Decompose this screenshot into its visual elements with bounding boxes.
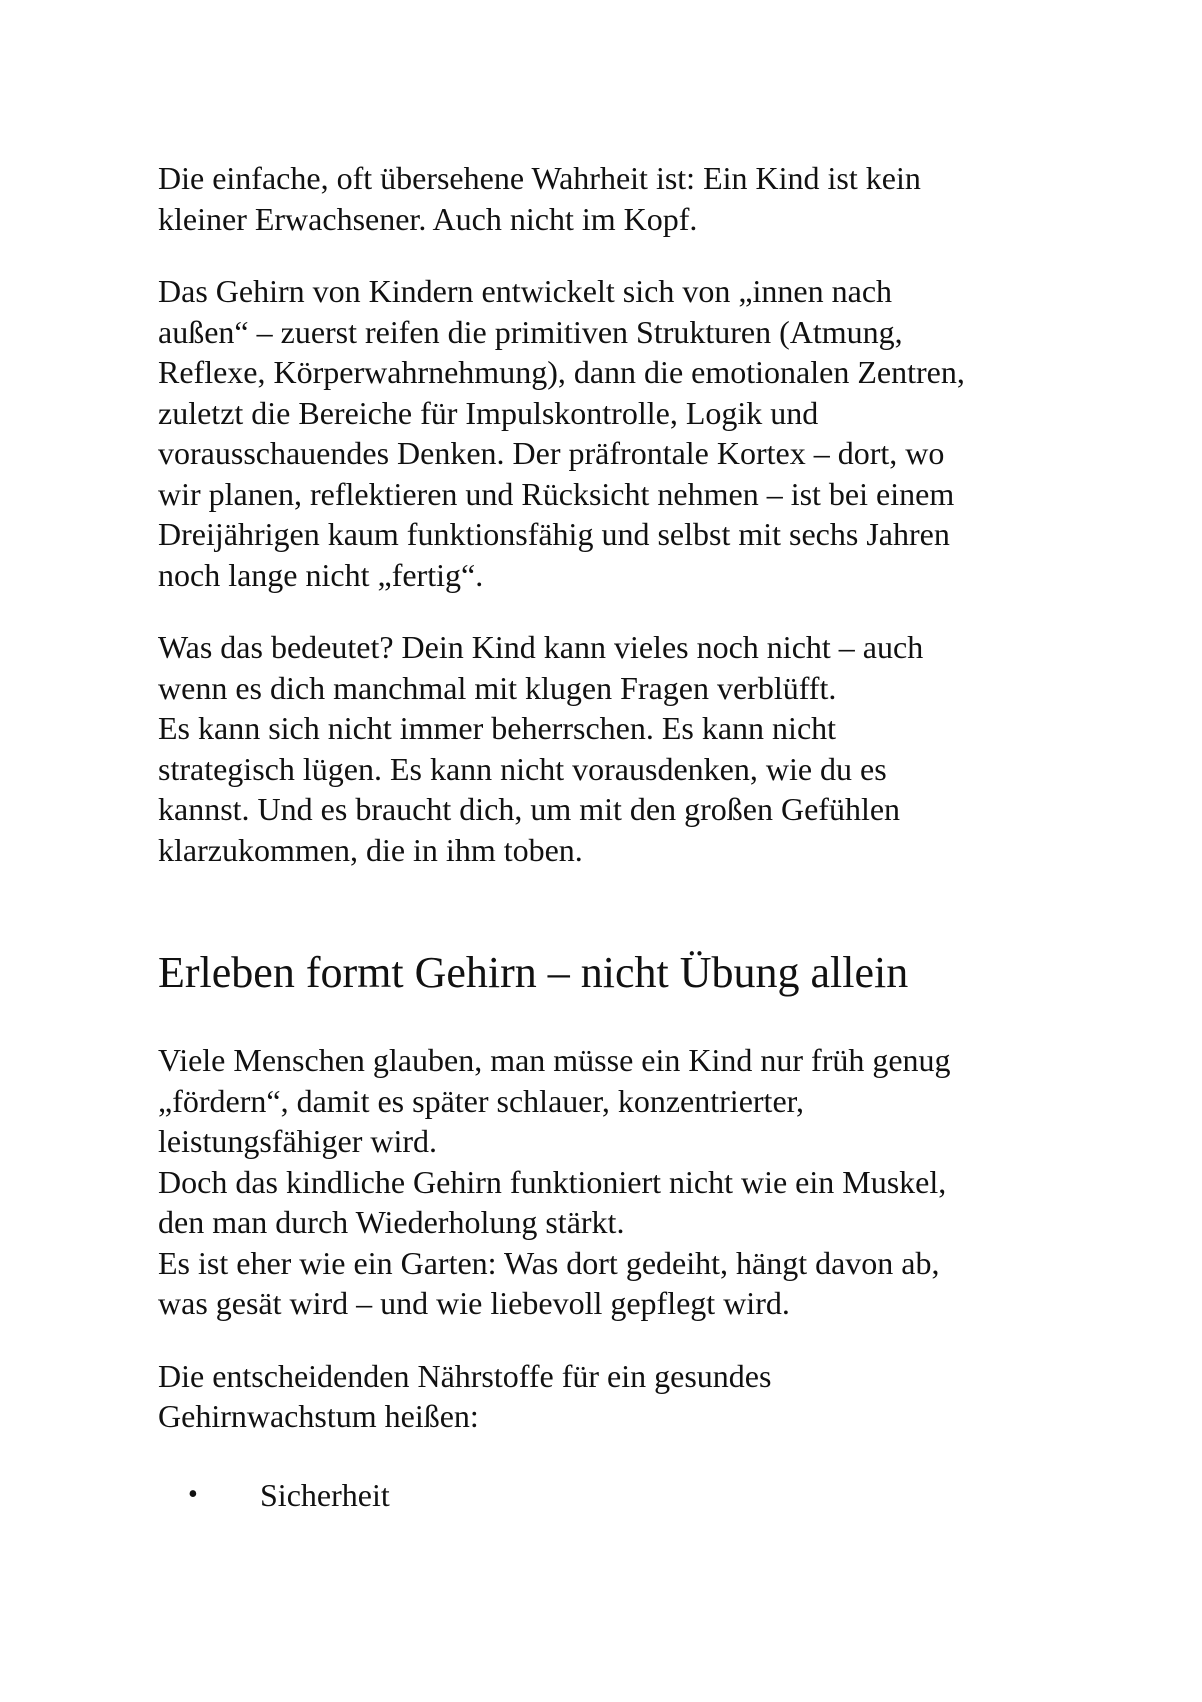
text-line: den man durch Wiederholung stärkt. [158, 1204, 625, 1240]
list-item [158, 1475, 1058, 1515]
text-line: vorausschauendes Denken. Der präfrontale Kortex – dort, wo [158, 435, 945, 471]
paragraph [158, 1040, 1058, 1324]
paragraph [158, 627, 1058, 870]
bullet-list [158, 1475, 1058, 1515]
section-heading: Erleben formt Gehirn – nicht Übung allein [158, 948, 909, 997]
text-line: Gehirnwachstum heißen: [158, 1398, 479, 1434]
text-line: Es kann sich nicht immer beherrschen. Es kann nicht [158, 710, 837, 746]
paragraph [158, 1356, 1058, 1437]
text-line: Die einfache, oft übersehene Wahrheit ist: Ein Kind ist kein [158, 160, 921, 196]
text-line: „fördern“, damit es später schlauer, konzentrierter, [158, 1082, 805, 1119]
section-bottom [158, 1040, 1058, 1515]
text-line: wir planen, reflektieren und Rücksicht nehmen – ist bei einem [158, 475, 955, 512]
list-item-text: Sicherheit [260, 1476, 390, 1513]
text-line: Es ist eher wie ein Garten: Was dort gedeiht, hängt davon ab, [158, 1244, 940, 1281]
text-line: Doch das kindliche Gehirn funktioniert nicht wie ein Muskel, [158, 1163, 947, 1200]
text-line: klarzukommen, die in ihm toben. [158, 831, 583, 868]
text-line: kannst. Und es braucht dich, um mit den großen Gefühlen [158, 791, 901, 827]
text-line: strategisch lügen. Es kann nicht vorausdenken, wie du es [158, 750, 887, 787]
text-line: Dreijährigen kaum funktionsfähig und selbst mit sechs Jahren [158, 516, 950, 552]
section-top [158, 158, 1058, 870]
paragraph [158, 158, 1058, 239]
text-line: wenn es dich manchmal mit klugen Fragen verblüfft. [158, 669, 837, 706]
text-line: noch lange nicht „fertig“. [158, 556, 484, 593]
text-line: Reflexe, Körperwahrnehmung), dann die emotionalen Zentren, [158, 354, 965, 390]
bullet-icon: • [188, 1478, 198, 1510]
text-line: leistungsfähiger wird. [158, 1123, 438, 1159]
text-line: kleiner Erwachsener. Auch nicht im Kopf. [158, 200, 698, 237]
text-line: Was das bedeutet? Dein Kind kann vieles noch nicht – auch [158, 629, 924, 665]
paragraph [158, 271, 1058, 595]
text-line: Das Gehirn von Kindern entwickelt sich von „innen nach [158, 273, 893, 309]
text-line: Viele Menschen glauben, man müsse ein Kind nur früh genug [158, 1042, 951, 1078]
document-page [158, 158, 1058, 1515]
text-line: außen“ – zuerst reifen die primitiven Strukturen (Atmung, [158, 313, 903, 350]
text-line: zuletzt die Bereiche für Impulskontrolle, Logik und [158, 394, 819, 431]
text-line: was gesät wird – und wie liebevoll gepflegt wird. [158, 1285, 790, 1321]
text-line: Die entscheidenden Nährstoffe für ein gesundes [158, 1357, 772, 1394]
